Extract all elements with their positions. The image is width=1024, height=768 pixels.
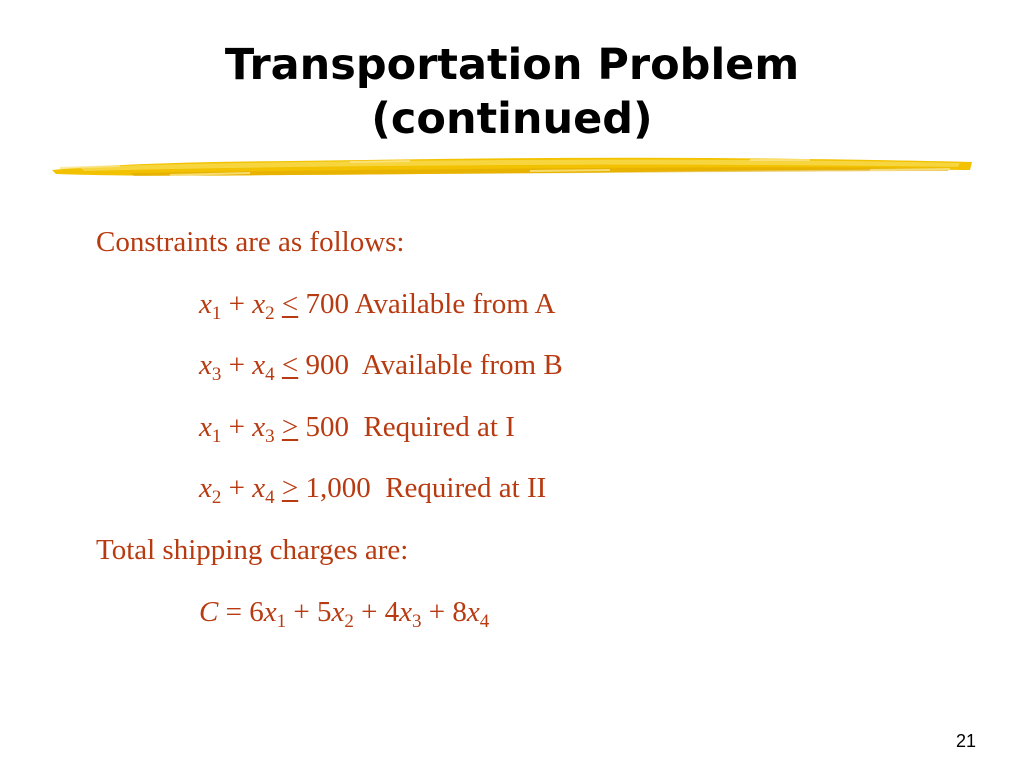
constraints-heading: Constraints are as follows: <box>96 226 405 258</box>
equals-sign: = <box>225 596 242 628</box>
plus-sign: + <box>228 472 245 504</box>
subscript: 2 <box>265 303 275 324</box>
variable: x <box>263 596 277 628</box>
slide-title <box>0 38 1024 146</box>
subscript: 1 <box>211 426 222 447</box>
subscript: 3 <box>412 611 422 632</box>
cost-symbol: C <box>199 596 219 628</box>
constraint-row <box>199 284 555 324</box>
variable: x <box>399 596 413 628</box>
variable: x <box>252 349 266 381</box>
subscript: 2 <box>344 611 354 632</box>
subscript: 3 <box>265 426 275 447</box>
variable: x <box>252 288 266 320</box>
cost-equation <box>199 592 489 632</box>
constraint-row <box>199 345 563 385</box>
variable: x <box>199 411 212 443</box>
coefficient: 8 <box>452 596 467 628</box>
plus-sign: + <box>428 596 446 628</box>
plus-sign: + <box>293 596 310 628</box>
title-line-1: Transportation Problem <box>224 40 800 90</box>
coefficient: 6 <box>249 596 264 628</box>
plus-sign: + <box>228 411 245 443</box>
variable: x <box>252 411 266 443</box>
constraint-value: 900 <box>305 349 349 381</box>
constraint-note: Required at I <box>363 411 515 443</box>
page-number: 21 <box>955 731 976 751</box>
subscript: 1 <box>211 303 222 324</box>
constraint-row <box>199 407 515 447</box>
constraint-note: Available from A <box>354 288 556 320</box>
plus-sign: + <box>228 288 245 320</box>
coefficient: 5 <box>316 596 332 628</box>
constraint-row <box>199 468 546 508</box>
variable: x <box>199 288 212 320</box>
plus-sign: + <box>228 349 245 381</box>
coefficient: 4 <box>384 596 400 628</box>
variable: x <box>252 472 266 504</box>
constraint-value: 500 <box>305 411 349 443</box>
inequality-sign: < <box>281 349 299 381</box>
constraint-note: Required at II <box>385 472 547 504</box>
inequality-sign: < <box>281 288 299 320</box>
constraint-value: 1,000 <box>305 472 371 504</box>
subscript: 4 <box>265 487 275 508</box>
variable: x <box>199 349 212 381</box>
subscript: 3 <box>211 364 222 385</box>
title-line-2: (continued) <box>371 94 653 144</box>
subscript: 1 <box>276 611 287 632</box>
plus-sign: + <box>361 596 378 628</box>
subscript: 2 <box>211 487 222 508</box>
constraint-value: 700 <box>305 288 349 320</box>
inequality-sign: > <box>281 472 299 504</box>
constraint-note: Available from B <box>361 349 563 381</box>
charges-heading: Total shipping charges are: <box>96 534 409 566</box>
variable: x <box>199 472 212 504</box>
subscript: 4 <box>265 364 275 385</box>
subscript: 4 <box>479 611 490 632</box>
inequality-sign: > <box>281 411 299 443</box>
yellow-brush-stroke-divider <box>50 148 975 184</box>
variable: x <box>466 596 480 628</box>
variable: x <box>331 596 345 628</box>
